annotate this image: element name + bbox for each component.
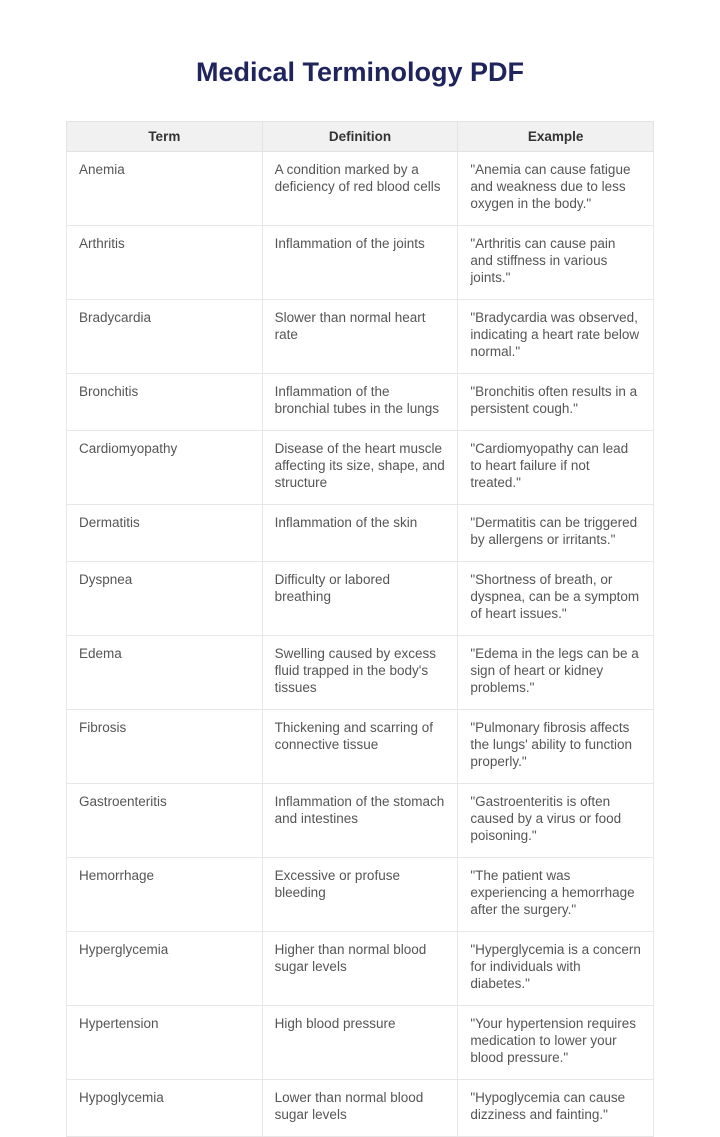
table-row bbox=[67, 151, 654, 225]
term-cell: Hypoglycemia bbox=[67, 1079, 263, 1136]
term-cell: Fibrosis bbox=[67, 709, 263, 783]
example-cell: "The patient was experiencing a hemorrhage after the surgery." bbox=[458, 857, 654, 931]
definition-cell: Inflammation of the joints bbox=[262, 225, 458, 299]
definition-cell: A condition marked by a deficiency of red blood cells bbox=[262, 151, 458, 225]
example-cell: "Gastroenteritis is often caused by a virus or food poisoning." bbox=[458, 783, 654, 857]
term-cell: Arthritis bbox=[67, 225, 263, 299]
table-row bbox=[67, 504, 654, 561]
table-row bbox=[67, 1005, 654, 1079]
table-row bbox=[67, 931, 654, 1005]
term-cell: Dermatitis bbox=[67, 504, 263, 561]
term-cell: Bradycardia bbox=[67, 299, 263, 373]
example-cell: "Bronchitis often results in a persistent cough." bbox=[458, 373, 654, 430]
definition-cell: Lower than normal blood sugar levels bbox=[262, 1079, 458, 1136]
table-header-row bbox=[67, 121, 654, 151]
term-cell: Gastroenteritis bbox=[67, 783, 263, 857]
example-cell: "Cardiomyopathy can lead to heart failure if not treated." bbox=[458, 430, 654, 504]
definition-cell: Inflammation of the bronchial tubes in the lungs bbox=[262, 373, 458, 430]
table-row bbox=[67, 561, 654, 635]
example-cell: "Hypoglycemia can cause dizziness and fainting." bbox=[458, 1079, 654, 1136]
definition-cell: Excessive or profuse bleeding bbox=[262, 857, 458, 931]
definition-cell: Swelling caused by excess fluid trapped in the body's tissues bbox=[262, 635, 458, 709]
term-cell: Hyperglycemia bbox=[67, 931, 263, 1005]
terminology-table bbox=[66, 121, 654, 1137]
definition-cell: Higher than normal blood sugar levels bbox=[262, 931, 458, 1005]
example-cell: "Anemia can cause fatigue and weakness due to less oxygen in the body." bbox=[458, 151, 654, 225]
example-cell: "Bradycardia was observed, indicating a heart rate below normal." bbox=[458, 299, 654, 373]
table-row bbox=[67, 635, 654, 709]
definition-cell: High blood pressure bbox=[262, 1005, 458, 1079]
example-cell: "Shortness of breath, or dyspnea, can be a symptom of heart issues." bbox=[458, 561, 654, 635]
table-row bbox=[67, 1079, 654, 1136]
term-cell: Hypertension bbox=[67, 1005, 263, 1079]
table-row bbox=[67, 225, 654, 299]
column-header-term: Term bbox=[67, 121, 263, 151]
example-cell: "Arthritis can cause pain and stiffness in various joints." bbox=[458, 225, 654, 299]
definition-cell: Difficulty or labored breathing bbox=[262, 561, 458, 635]
table-row bbox=[67, 783, 654, 857]
page-title: Medical Terminology PDF bbox=[195, 57, 525, 87]
table-row bbox=[67, 857, 654, 931]
term-cell: Anemia bbox=[67, 151, 263, 225]
definition-cell: Disease of the heart muscle affecting its size, shape, and structure bbox=[262, 430, 458, 504]
example-cell: "Dermatitis can be triggered by allergens or irritants." bbox=[458, 504, 654, 561]
table-row bbox=[67, 299, 654, 373]
term-cell: Dyspnea bbox=[67, 561, 263, 635]
definition-cell: Inflammation of the skin bbox=[262, 504, 458, 561]
term-cell: Bronchitis bbox=[67, 373, 263, 430]
example-cell: "Pulmonary fibrosis affects the lungs' ability to function properly." bbox=[458, 709, 654, 783]
definition-cell: Inflammation of the stomach and intestines bbox=[262, 783, 458, 857]
definition-cell: Slower than normal heart rate bbox=[262, 299, 458, 373]
term-cell: Hemorrhage bbox=[67, 857, 263, 931]
term-cell: Cardiomyopathy bbox=[67, 430, 263, 504]
table-row bbox=[67, 373, 654, 430]
table-row bbox=[67, 430, 654, 504]
column-header-definition: Definition bbox=[262, 121, 458, 151]
table-row bbox=[67, 709, 654, 783]
example-cell: "Hyperglycemia is a concern for individuals with diabetes." bbox=[458, 931, 654, 1005]
definition-cell: Thickening and scarring of connective tissue bbox=[262, 709, 458, 783]
column-header-example: Example bbox=[458, 121, 654, 151]
term-cell: Edema bbox=[67, 635, 263, 709]
example-cell: "Edema in the legs can be a sign of heart or kidney problems." bbox=[458, 635, 654, 709]
example-cell: "Your hypertension requires medication to lower your blood pressure." bbox=[458, 1005, 654, 1079]
